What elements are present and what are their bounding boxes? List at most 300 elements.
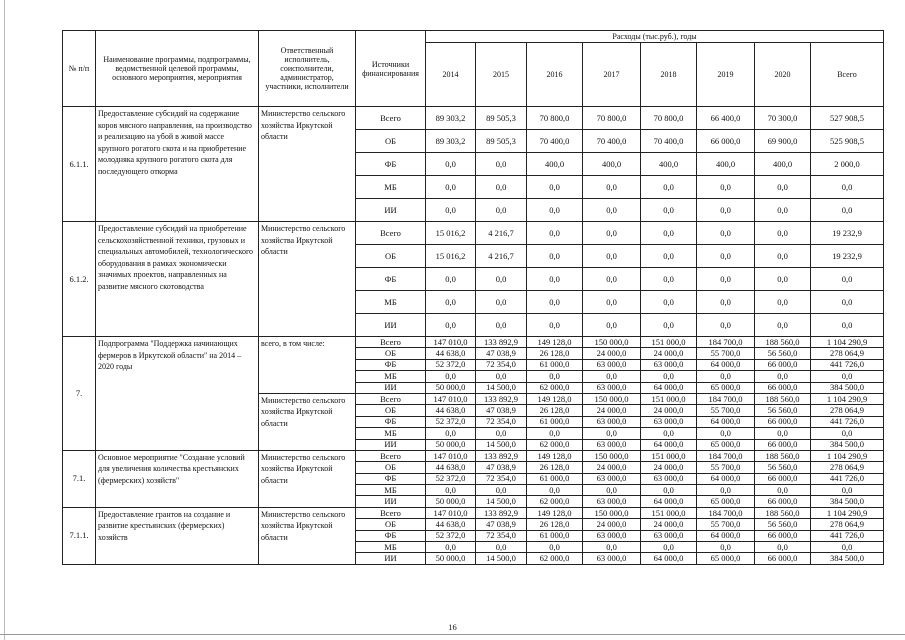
row-year-value: 4 216,7 bbox=[476, 222, 527, 245]
row-year-value: 62 000,0 bbox=[527, 553, 583, 564]
row-year-value: 149 128,0 bbox=[527, 393, 583, 404]
row-year-value: 0,0 bbox=[527, 542, 583, 553]
table-header bbox=[63, 31, 884, 107]
row-name: Предоставление субсидий на содержание коров мясного направления, на производство и реализацию на убой в живой массе крупного рогатого скота и на приобретение молодняка крупного рогатого скота для последующего откорма bbox=[96, 107, 259, 222]
row-year-value: 400,0 bbox=[697, 153, 755, 176]
row-year-value: 0,0 bbox=[697, 428, 755, 439]
row-year-value: 147 010,0 bbox=[426, 337, 476, 348]
row-year-value: 147 010,0 bbox=[426, 450, 476, 461]
row-source: ОБ bbox=[356, 405, 426, 416]
row-year-value: 61 000,0 bbox=[527, 359, 583, 370]
row-year-value: 63 000,0 bbox=[583, 553, 641, 564]
row-year-value: 66 000,0 bbox=[755, 382, 811, 393]
row-executor: Министерство сельского хозяйства Иркутской области bbox=[259, 222, 356, 337]
row-year-value: 0,0 bbox=[755, 291, 811, 314]
row-year-value: 64 000,0 bbox=[641, 382, 697, 393]
row-year-value: 0,0 bbox=[476, 485, 527, 496]
scan-bottom-edge bbox=[0, 634, 905, 635]
row-executor: Министерство сельского хозяйства Иркутской области bbox=[259, 393, 356, 450]
row-year-value: 400,0 bbox=[641, 153, 697, 176]
row-year-value: 24 000,0 bbox=[641, 462, 697, 473]
row-year-value: 62 000,0 bbox=[527, 439, 583, 450]
row-year-value: 63 000,0 bbox=[583, 496, 641, 507]
row-year-value: 0,0 bbox=[583, 268, 641, 291]
row-code: 6.1.2. bbox=[63, 222, 96, 337]
row-year-value: 0,0 bbox=[527, 199, 583, 222]
row-year-value: 0,0 bbox=[583, 245, 641, 268]
row-year-value: 26 128,0 bbox=[527, 462, 583, 473]
row-year-value: 47 038,9 bbox=[476, 405, 527, 416]
row-year-value: 0,0 bbox=[476, 542, 527, 553]
row-year-value: 0,0 bbox=[697, 371, 755, 382]
row-total-value: 278 064,9 bbox=[811, 348, 884, 359]
row-year-value: 151 000,0 bbox=[641, 507, 697, 518]
row-year-value: 65 000,0 bbox=[697, 382, 755, 393]
header-year: 2015 bbox=[476, 43, 527, 107]
row-year-value: 0,0 bbox=[755, 268, 811, 291]
row-year-value: 0,0 bbox=[583, 428, 641, 439]
row-year-value: 0,0 bbox=[755, 314, 811, 337]
row-year-value: 400,0 bbox=[527, 153, 583, 176]
row-year-value: 0,0 bbox=[641, 222, 697, 245]
row-year-value: 0,0 bbox=[583, 199, 641, 222]
row-year-value: 66 000,0 bbox=[755, 473, 811, 484]
row-year-value: 0,0 bbox=[583, 371, 641, 382]
row-year-value: 63 000,0 bbox=[583, 439, 641, 450]
row-year-value: 0,0 bbox=[641, 291, 697, 314]
row-source: Всего bbox=[356, 222, 426, 245]
row-total-value: 1 104 290,9 bbox=[811, 337, 884, 348]
row-year-value: 72 354,0 bbox=[476, 359, 527, 370]
row-year-value: 66 000,0 bbox=[755, 553, 811, 564]
row-year-value: 61 000,0 bbox=[527, 473, 583, 484]
row-year-value: 0,0 bbox=[641, 176, 697, 199]
row-total-value: 527 908,5 bbox=[811, 107, 884, 130]
row-total-value: 384 500,0 bbox=[811, 553, 884, 564]
row-year-value: 70 400,0 bbox=[583, 130, 641, 153]
row-total-value: 0,0 bbox=[811, 199, 884, 222]
row-year-value: 89 303,2 bbox=[426, 107, 476, 130]
row-year-value: 0,0 bbox=[697, 268, 755, 291]
row-year-value: 24 000,0 bbox=[641, 519, 697, 530]
row-year-value: 0,0 bbox=[426, 176, 476, 199]
row-year-value: 44 638,0 bbox=[426, 519, 476, 530]
row-source: Всего bbox=[356, 107, 426, 130]
row-year-value: 70 400,0 bbox=[641, 130, 697, 153]
row-year-value: 0,0 bbox=[527, 222, 583, 245]
row-year-value: 150 000,0 bbox=[583, 507, 641, 518]
row-source: Всего bbox=[356, 393, 426, 404]
row-year-value: 0,0 bbox=[583, 314, 641, 337]
row-year-value: 188 560,0 bbox=[755, 337, 811, 348]
row-year-value: 24 000,0 bbox=[583, 348, 641, 359]
row-year-value: 0,0 bbox=[527, 485, 583, 496]
row-year-value: 0,0 bbox=[755, 542, 811, 553]
row-source: ФБ bbox=[356, 268, 426, 291]
row-year-value: 44 638,0 bbox=[426, 405, 476, 416]
row-year-value: 0,0 bbox=[755, 371, 811, 382]
row-year-value: 0,0 bbox=[697, 291, 755, 314]
row-year-value: 26 128,0 bbox=[527, 405, 583, 416]
row-year-value: 65 000,0 bbox=[697, 496, 755, 507]
header-name: Наименование программы, подпрограммы, ведомственной целевой программы, основного мероприятия, мероприятия bbox=[96, 31, 259, 107]
row-name: Подпрограмма "Поддержка начинающих фермеров в Иркутской области" на 2014 – 2020 годы bbox=[96, 337, 259, 451]
row-year-value: 47 038,9 bbox=[476, 462, 527, 473]
row-source: ИИ bbox=[356, 439, 426, 450]
row-year-value: 63 000,0 bbox=[641, 416, 697, 427]
row-year-value: 184 700,0 bbox=[697, 337, 755, 348]
row-year-value: 0,0 bbox=[697, 542, 755, 553]
row-year-value: 63 000,0 bbox=[583, 359, 641, 370]
row-year-value: 0,0 bbox=[476, 153, 527, 176]
row-year-value: 151 000,0 bbox=[641, 450, 697, 461]
row-total-value: 441 726,0 bbox=[811, 530, 884, 541]
row-year-value: 62 000,0 bbox=[527, 496, 583, 507]
row-year-value: 0,0 bbox=[697, 222, 755, 245]
row-total-value: 384 500,0 bbox=[811, 382, 884, 393]
row-year-value: 0,0 bbox=[476, 371, 527, 382]
row-year-value: 0,0 bbox=[426, 371, 476, 382]
row-year-value: 70 300,0 bbox=[755, 107, 811, 130]
row-total-value: 441 726,0 bbox=[811, 416, 884, 427]
row-year-value: 14 500,0 bbox=[476, 553, 527, 564]
row-source: Всего bbox=[356, 337, 426, 348]
expenses-table bbox=[62, 30, 884, 565]
row-year-value: 64 000,0 bbox=[697, 530, 755, 541]
row-year-value: 26 128,0 bbox=[527, 348, 583, 359]
row-year-value: 0,0 bbox=[527, 268, 583, 291]
row-year-value: 188 560,0 bbox=[755, 450, 811, 461]
row-year-value: 188 560,0 bbox=[755, 507, 811, 518]
row-year-value: 55 700,0 bbox=[697, 348, 755, 359]
row-source: ИИ bbox=[356, 199, 426, 222]
header-year: Всего bbox=[811, 43, 884, 107]
row-year-value: 70 800,0 bbox=[641, 107, 697, 130]
row-year-value: 66 000,0 bbox=[755, 416, 811, 427]
row-year-value: 52 372,0 bbox=[426, 416, 476, 427]
row-year-value: 52 372,0 bbox=[426, 473, 476, 484]
row-year-value: 72 354,0 bbox=[476, 473, 527, 484]
row-year-value: 133 892,9 bbox=[476, 337, 527, 348]
row-year-value: 0,0 bbox=[697, 176, 755, 199]
row-code: 6.1.1. bbox=[63, 107, 96, 222]
row-year-value: 72 354,0 bbox=[476, 530, 527, 541]
row-source: ИИ bbox=[356, 553, 426, 564]
row-year-value: 0,0 bbox=[583, 291, 641, 314]
row-name: Предоставление грантов на создание и развитие крестьянских (фермерских) хозяйств bbox=[96, 507, 259, 564]
row-year-value: 4 216,7 bbox=[476, 245, 527, 268]
row-year-value: 0,0 bbox=[583, 222, 641, 245]
row-year-value: 0,0 bbox=[641, 245, 697, 268]
row-source: ИИ bbox=[356, 496, 426, 507]
row-total-value: 2 000,0 bbox=[811, 153, 884, 176]
row-year-value: 0,0 bbox=[426, 199, 476, 222]
row-year-value: 14 500,0 bbox=[476, 382, 527, 393]
row-source: МБ bbox=[356, 291, 426, 314]
row-total-value: 384 500,0 bbox=[811, 496, 884, 507]
row-source: ФБ bbox=[356, 473, 426, 484]
row-source: ФБ bbox=[356, 530, 426, 541]
row-year-value: 64 000,0 bbox=[697, 473, 755, 484]
row-source: Всего bbox=[356, 450, 426, 461]
row-year-value: 151 000,0 bbox=[641, 393, 697, 404]
row-year-value: 0,0 bbox=[755, 485, 811, 496]
row-year-value: 184 700,0 bbox=[697, 507, 755, 518]
row-year-value: 0,0 bbox=[697, 245, 755, 268]
row-year-value: 47 038,9 bbox=[476, 519, 527, 530]
row-year-value: 55 700,0 bbox=[697, 405, 755, 416]
row-year-value: 14 500,0 bbox=[476, 439, 527, 450]
table-body bbox=[63, 107, 884, 565]
row-year-value: 0,0 bbox=[527, 428, 583, 439]
row-year-value: 52 372,0 bbox=[426, 359, 476, 370]
row-year-value: 44 638,0 bbox=[426, 348, 476, 359]
row-year-value: 15 016,2 bbox=[426, 245, 476, 268]
row-year-value: 133 892,9 bbox=[476, 450, 527, 461]
row-year-value: 56 560,0 bbox=[755, 348, 811, 359]
row-year-value: 149 128,0 bbox=[527, 337, 583, 348]
row-source: МБ bbox=[356, 371, 426, 382]
row-total-value: 278 064,9 bbox=[811, 405, 884, 416]
row-year-value: 50 000,0 bbox=[426, 382, 476, 393]
row-source: МБ bbox=[356, 542, 426, 553]
row-year-value: 0,0 bbox=[641, 485, 697, 496]
row-name: Основное мероприятие "Создание условий для увеличения количества крестьянских (фермерских) хозяйств" bbox=[96, 450, 259, 507]
row-total-value: 0,0 bbox=[811, 291, 884, 314]
row-year-value: 63 000,0 bbox=[641, 473, 697, 484]
row-year-value: 64 000,0 bbox=[697, 416, 755, 427]
row-year-value: 24 000,0 bbox=[583, 405, 641, 416]
table-row bbox=[63, 222, 884, 245]
row-total-value: 278 064,9 bbox=[811, 462, 884, 473]
row-year-value: 89 505,3 bbox=[476, 107, 527, 130]
row-total-value: 441 726,0 bbox=[811, 473, 884, 484]
row-year-value: 0,0 bbox=[697, 485, 755, 496]
table-row bbox=[63, 507, 884, 518]
row-year-value: 133 892,9 bbox=[476, 393, 527, 404]
row-year-value: 63 000,0 bbox=[583, 382, 641, 393]
row-total-value: 525 908,5 bbox=[811, 130, 884, 153]
row-year-value: 24 000,0 bbox=[641, 405, 697, 416]
row-total-value: 1 104 290,9 bbox=[811, 507, 884, 518]
row-year-value: 64 000,0 bbox=[697, 359, 755, 370]
row-year-value: 151 000,0 bbox=[641, 337, 697, 348]
header-executor: Ответственный исполнитель, соисполнители, администратор, участники, исполнители bbox=[259, 31, 356, 107]
row-year-value: 0,0 bbox=[426, 428, 476, 439]
row-year-value: 70 800,0 bbox=[527, 107, 583, 130]
row-year-value: 184 700,0 bbox=[697, 393, 755, 404]
row-executor: Министерство сельского хозяйства Иркутской области bbox=[259, 107, 356, 222]
row-source: ОБ bbox=[356, 130, 426, 153]
row-year-value: 0,0 bbox=[755, 245, 811, 268]
row-year-value: 0,0 bbox=[755, 222, 811, 245]
row-executor: Министерство сельского хозяйства Иркутской области bbox=[259, 450, 356, 507]
row-year-value: 150 000,0 bbox=[583, 337, 641, 348]
row-year-value: 24 000,0 bbox=[583, 519, 641, 530]
row-year-value: 188 560,0 bbox=[755, 393, 811, 404]
row-year-value: 65 000,0 bbox=[697, 553, 755, 564]
row-year-value: 72 354,0 bbox=[476, 416, 527, 427]
row-total-value: 19 232,9 bbox=[811, 245, 884, 268]
row-year-value: 66 000,0 bbox=[755, 496, 811, 507]
header-num: № п/п bbox=[63, 31, 96, 107]
row-year-value: 0,0 bbox=[426, 153, 476, 176]
row-total-value: 0,0 bbox=[811, 428, 884, 439]
row-year-value: 15 016,2 bbox=[426, 222, 476, 245]
row-year-value: 0,0 bbox=[426, 314, 476, 337]
row-year-value: 44 638,0 bbox=[426, 462, 476, 473]
row-year-value: 14 500,0 bbox=[476, 496, 527, 507]
row-code: 7.1. bbox=[63, 450, 96, 507]
row-code: 7. bbox=[63, 337, 96, 451]
row-total-value: 1 104 290,9 bbox=[811, 450, 884, 461]
row-year-value: 0,0 bbox=[755, 428, 811, 439]
row-year-value: 50 000,0 bbox=[426, 553, 476, 564]
row-year-value: 66 000,0 bbox=[755, 359, 811, 370]
row-year-value: 61 000,0 bbox=[527, 530, 583, 541]
row-year-value: 0,0 bbox=[641, 314, 697, 337]
row-year-value: 0,0 bbox=[641, 428, 697, 439]
row-year-value: 0,0 bbox=[476, 291, 527, 314]
row-source: ФБ bbox=[356, 153, 426, 176]
row-year-value: 55 700,0 bbox=[697, 519, 755, 530]
table-row bbox=[63, 107, 884, 130]
row-year-value: 66 000,0 bbox=[697, 130, 755, 153]
row-year-value: 150 000,0 bbox=[583, 393, 641, 404]
row-source: ОБ bbox=[356, 348, 426, 359]
row-year-value: 133 892,9 bbox=[476, 507, 527, 518]
row-year-value: 0,0 bbox=[527, 291, 583, 314]
row-source: Всего bbox=[356, 507, 426, 518]
row-source: ОБ bbox=[356, 245, 426, 268]
row-year-value: 0,0 bbox=[426, 485, 476, 496]
row-total-value: 0,0 bbox=[811, 314, 884, 337]
row-total-value: 0,0 bbox=[811, 371, 884, 382]
row-year-value: 0,0 bbox=[641, 268, 697, 291]
row-year-value: 184 700,0 bbox=[697, 450, 755, 461]
scan-edge bbox=[4, 0, 5, 640]
table-row bbox=[63, 337, 884, 348]
header-year: 2018 bbox=[641, 43, 697, 107]
row-year-value: 56 560,0 bbox=[755, 462, 811, 473]
row-year-value: 63 000,0 bbox=[583, 473, 641, 484]
row-executor: всего, в том числе: bbox=[259, 337, 356, 394]
row-year-value: 0,0 bbox=[476, 199, 527, 222]
row-year-value: 64 000,0 bbox=[641, 553, 697, 564]
row-year-value: 52 372,0 bbox=[426, 530, 476, 541]
header-year: 2014 bbox=[426, 43, 476, 107]
row-source: ИИ bbox=[356, 382, 426, 393]
row-year-value: 64 000,0 bbox=[641, 496, 697, 507]
header-year: 2016 bbox=[527, 43, 583, 107]
row-year-value: 0,0 bbox=[583, 542, 641, 553]
header-year: 2019 bbox=[697, 43, 755, 107]
row-year-value: 400,0 bbox=[755, 153, 811, 176]
header-sources: Источники финансирования bbox=[356, 31, 426, 107]
row-year-value: 56 560,0 bbox=[755, 405, 811, 416]
row-source: ОБ bbox=[356, 462, 426, 473]
row-total-value: 0,0 bbox=[811, 268, 884, 291]
row-year-value: 0,0 bbox=[476, 268, 527, 291]
row-year-value: 66 400,0 bbox=[697, 107, 755, 130]
row-year-value: 0,0 bbox=[641, 542, 697, 553]
row-source: МБ bbox=[356, 428, 426, 439]
row-year-value: 0,0 bbox=[476, 176, 527, 199]
page-number: 16 bbox=[448, 622, 457, 632]
row-year-value: 147 010,0 bbox=[426, 393, 476, 404]
header-year: 2017 bbox=[583, 43, 641, 107]
row-year-value: 0,0 bbox=[476, 428, 527, 439]
row-year-value: 89 505,3 bbox=[476, 130, 527, 153]
row-year-value: 24 000,0 bbox=[641, 348, 697, 359]
row-year-value: 149 128,0 bbox=[527, 507, 583, 518]
row-year-value: 149 128,0 bbox=[527, 450, 583, 461]
row-year-value: 0,0 bbox=[583, 485, 641, 496]
row-year-value: 89 303,2 bbox=[426, 130, 476, 153]
header-expenses: Расходы (тыс.руб.), годы bbox=[426, 31, 884, 43]
row-year-value: 63 000,0 bbox=[641, 530, 697, 541]
row-total-value: 0,0 bbox=[811, 176, 884, 199]
row-total-value: 441 726,0 bbox=[811, 359, 884, 370]
row-year-value: 61 000,0 bbox=[527, 416, 583, 427]
row-total-value: 0,0 bbox=[811, 542, 884, 553]
row-year-value: 55 700,0 bbox=[697, 462, 755, 473]
row-year-value: 0,0 bbox=[527, 176, 583, 199]
row-year-value: 24 000,0 bbox=[583, 462, 641, 473]
row-year-value: 63 000,0 bbox=[583, 416, 641, 427]
row-year-value: 0,0 bbox=[426, 268, 476, 291]
row-year-value: 0,0 bbox=[641, 371, 697, 382]
row-name: Предоставление субсидий на приобретение сельскохозяйственной техники, грузовых и специальных автомобилей, технологического оборудования в рамках экономически значимых проектов, направленных на развитие мясного скотоводства bbox=[96, 222, 259, 337]
table-row bbox=[63, 450, 884, 461]
row-year-value: 64 000,0 bbox=[641, 439, 697, 450]
row-source: ФБ bbox=[356, 359, 426, 370]
row-year-value: 0,0 bbox=[527, 314, 583, 337]
row-year-value: 0,0 bbox=[755, 199, 811, 222]
row-year-value: 47 038,9 bbox=[476, 348, 527, 359]
row-year-value: 0,0 bbox=[527, 371, 583, 382]
row-total-value: 1 104 290,9 bbox=[811, 393, 884, 404]
row-total-value: 278 064,9 bbox=[811, 519, 884, 530]
row-year-value: 0,0 bbox=[697, 199, 755, 222]
row-year-value: 63 000,0 bbox=[583, 530, 641, 541]
row-year-value: 150 000,0 bbox=[583, 450, 641, 461]
row-code: 7.1.1. bbox=[63, 507, 96, 564]
row-year-value: 0,0 bbox=[426, 542, 476, 553]
row-year-value: 400,0 bbox=[583, 153, 641, 176]
row-year-value: 70 800,0 bbox=[583, 107, 641, 130]
row-year-value: 70 400,0 bbox=[527, 130, 583, 153]
row-year-value: 0,0 bbox=[476, 314, 527, 337]
row-year-value: 62 000,0 bbox=[527, 382, 583, 393]
row-year-value: 66 000,0 bbox=[755, 530, 811, 541]
row-year-value: 0,0 bbox=[527, 245, 583, 268]
row-source: МБ bbox=[356, 176, 426, 199]
header-year: 2020 bbox=[755, 43, 811, 107]
row-year-value: 0,0 bbox=[583, 176, 641, 199]
row-year-value: 0,0 bbox=[641, 199, 697, 222]
row-year-value: 147 010,0 bbox=[426, 507, 476, 518]
row-executor: Министерство сельского хозяйства Иркутской области bbox=[259, 507, 356, 564]
row-year-value: 50 000,0 bbox=[426, 439, 476, 450]
row-source: МБ bbox=[356, 485, 426, 496]
row-year-value: 26 128,0 bbox=[527, 519, 583, 530]
row-year-value: 65 000,0 bbox=[697, 439, 755, 450]
row-source: ФБ bbox=[356, 416, 426, 427]
row-year-value: 0,0 bbox=[426, 291, 476, 314]
row-year-value: 50 000,0 bbox=[426, 496, 476, 507]
row-year-value: 66 000,0 bbox=[755, 439, 811, 450]
